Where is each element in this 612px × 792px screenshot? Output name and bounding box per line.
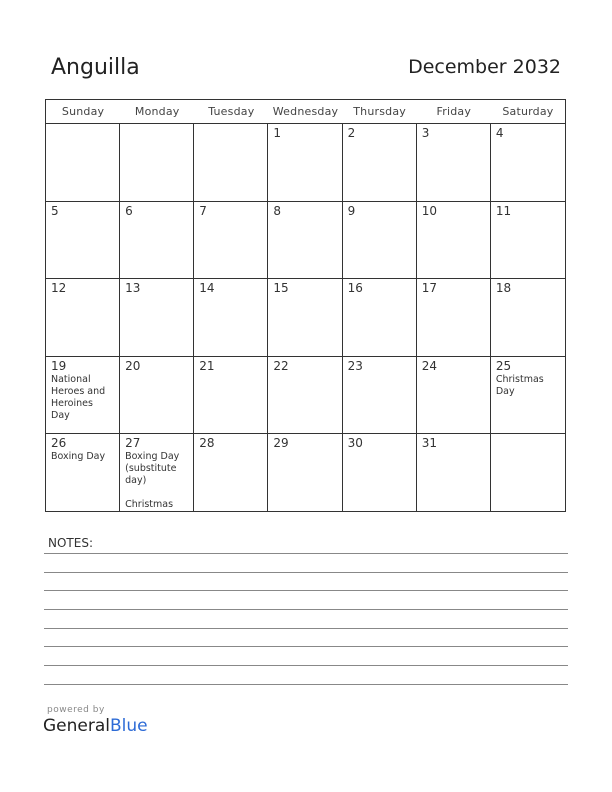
day-number: 21 bbox=[199, 358, 215, 373]
day-cell bbox=[46, 357, 120, 435]
weekday-thursday: Thursday bbox=[353, 105, 406, 118]
notes-line bbox=[44, 609, 568, 610]
day-cell bbox=[268, 202, 342, 280]
holiday-label: Boxing Day bbox=[51, 451, 106, 463]
country-title: Anguilla bbox=[51, 55, 140, 80]
day-cell bbox=[120, 279, 194, 357]
holiday-label: Christmas Day bbox=[495, 373, 544, 397]
weekday-wednesday: Wednesday bbox=[272, 105, 339, 118]
day-cell bbox=[343, 124, 417, 202]
day-cell bbox=[417, 357, 491, 435]
day-cell bbox=[417, 279, 491, 357]
day-number: 12 bbox=[51, 281, 67, 296]
holiday-label: Christmas bbox=[125, 498, 174, 510]
holiday-label: Boxing Day (substitute day) bbox=[125, 451, 180, 487]
day-number: 29 bbox=[273, 436, 289, 451]
day-cell bbox=[268, 357, 342, 435]
notes-line bbox=[44, 553, 568, 554]
day-number: 31 bbox=[421, 436, 437, 451]
notes-line bbox=[44, 572, 568, 573]
day-number: 28 bbox=[199, 436, 215, 451]
day-cell bbox=[417, 202, 491, 280]
day-number: 16 bbox=[347, 281, 363, 296]
weekday-saturday: Saturday bbox=[502, 105, 554, 118]
notes-label: NOTES: bbox=[48, 536, 93, 550]
day-cell bbox=[343, 434, 417, 512]
day-cell bbox=[343, 357, 417, 435]
day-number: 6 bbox=[125, 203, 133, 218]
brand-blue: Blue bbox=[110, 716, 148, 736]
day-number: 4 bbox=[495, 126, 504, 140]
notes-line bbox=[44, 628, 568, 629]
day-cell bbox=[194, 202, 268, 280]
day-cell bbox=[268, 279, 342, 357]
day-cell bbox=[491, 434, 565, 512]
day-cell bbox=[194, 124, 268, 202]
generalblue-logo bbox=[43, 716, 148, 736]
day-number: 1 bbox=[273, 126, 282, 140]
day-number: 26 bbox=[51, 436, 67, 451]
day-cell bbox=[417, 434, 491, 512]
day-number: 5 bbox=[51, 203, 59, 218]
day-cell bbox=[194, 279, 268, 357]
day-number: 15 bbox=[273, 281, 289, 296]
powered-by-text: powered by bbox=[47, 705, 105, 715]
day-cell bbox=[194, 434, 268, 512]
day-number: 11 bbox=[495, 203, 512, 218]
weekday-monday: Monday bbox=[134, 105, 180, 118]
day-number: 25 bbox=[495, 358, 512, 373]
day-cell bbox=[120, 357, 194, 435]
month-year-title: December 2032 bbox=[408, 56, 561, 78]
day-cell bbox=[491, 202, 565, 280]
day-number: 24 bbox=[421, 358, 437, 373]
day-number: 27 bbox=[125, 436, 141, 451]
day-cell bbox=[268, 124, 342, 202]
day-cell bbox=[120, 434, 194, 512]
day-cell bbox=[491, 279, 565, 357]
brand-general: General bbox=[43, 716, 110, 736]
weekday-sunday: Sunday bbox=[61, 105, 105, 118]
day-number: 19 bbox=[51, 358, 67, 373]
day-number: 10 bbox=[421, 203, 437, 218]
day-cell bbox=[46, 124, 120, 202]
day-number: 22 bbox=[273, 358, 289, 373]
day-cell bbox=[343, 279, 417, 357]
day-number: 2 bbox=[347, 126, 356, 140]
day-cell bbox=[46, 434, 120, 512]
notes-line bbox=[44, 665, 568, 666]
day-number: 23 bbox=[347, 358, 363, 373]
day-cell bbox=[343, 202, 417, 280]
calendar-days bbox=[46, 124, 565, 512]
notes-line bbox=[44, 590, 568, 591]
day-cell bbox=[417, 124, 491, 202]
calendar-grid bbox=[45, 99, 566, 512]
day-cell bbox=[268, 434, 342, 512]
day-cell bbox=[46, 202, 120, 280]
weekday-tuesday: Tuesday bbox=[208, 105, 255, 118]
day-number: 9 bbox=[347, 203, 356, 218]
day-number: 7 bbox=[199, 203, 207, 218]
day-cell bbox=[491, 124, 565, 202]
weekday-header-row bbox=[46, 100, 565, 124]
notes-line bbox=[44, 646, 568, 647]
day-cell bbox=[194, 357, 268, 435]
day-number: 3 bbox=[421, 126, 430, 140]
holiday-label: National Heroes and Heroines Day bbox=[51, 373, 106, 421]
day-cell bbox=[120, 202, 194, 280]
day-cell bbox=[491, 357, 565, 435]
day-number: 8 bbox=[273, 203, 282, 218]
day-number: 13 bbox=[125, 281, 141, 296]
day-number: 30 bbox=[347, 436, 363, 451]
notes-line bbox=[44, 684, 568, 685]
weekday-friday: Friday bbox=[436, 105, 472, 118]
day-cell bbox=[120, 124, 194, 202]
day-number: 14 bbox=[199, 281, 215, 296]
day-cell bbox=[46, 279, 120, 357]
day-number: 18 bbox=[495, 281, 512, 296]
day-number: 20 bbox=[125, 358, 141, 373]
day-number: 17 bbox=[421, 281, 437, 296]
